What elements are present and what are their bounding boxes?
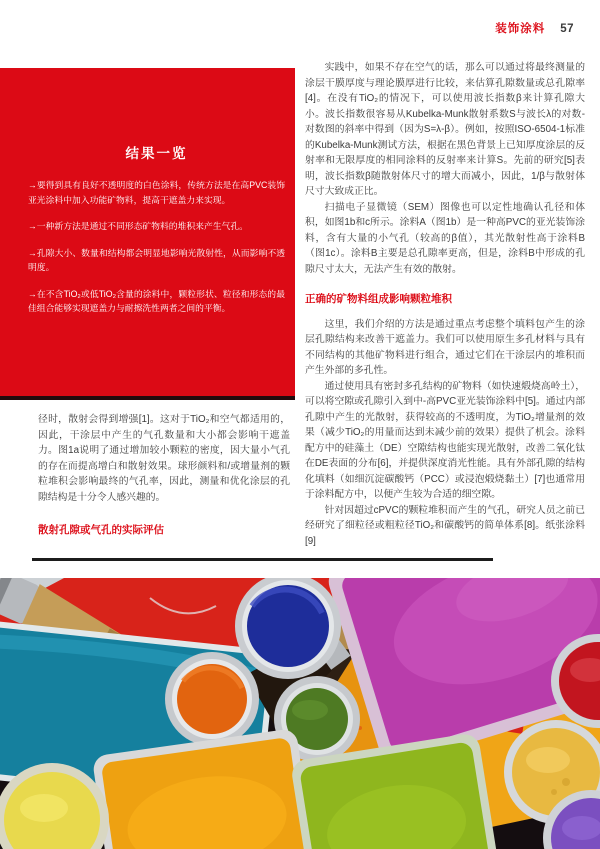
- orange-paint-can: [165, 652, 259, 746]
- section-label: 装饰涂料: [495, 23, 546, 35]
- results-box-title: 结果一览: [125, 146, 188, 161]
- body-paragraph-3: 这里，我们介绍的方法是通过重点考虑整个填料包产生的涂层孔隙结构来改善干遮盖力。我们可以使用原生多孔材料与具有不同结构的其他矿物料进行组合，通过它们在干涂层内的堆积而产生外部的多孔性。: [305, 318, 585, 376]
- paint-cans-photo: [0, 578, 600, 849]
- results-bullet-4: →在不含TiO₂或低TiO₂含量的涂料中，颗粒形状、粒径和形态的最佳组合能够实现遮盖力与耐擦洗性两者之间的平衡。: [28, 288, 285, 313]
- left-section-heading: 散射孔隙或气孔的实际评估: [38, 524, 164, 536]
- body-paragraph-4: 通过使用具有密封多孔结构的矿物料（如快速煅烧高岭土），可以将空隙或孔隙引入到中-高PVC亚光装饰涂料中[5]。通过内部孔隙中产生的光散射，获得较高的不透明度，为TiO₂增量剂的效果（减少TiO₂的用量而达到未减少前的效果）提供了机会。涂料配方中的硅藻土（DE）空隙结构也能实现光散射，改善二氧化钛在DE表面的分布[6]，并提供深度消光性能。具有外部孔隙的结构化填料（如细沉淀碳酸钙（PCC）或浸泡煅烧黏土）[7]也通常用于涂料配方中，以便产生较为合适的细空隙。: [305, 380, 585, 500]
- body-paragraph-2: 扫描电子显微镜（SEM）图像也可以定性地确认孔径和体积，如图1b和c所示。涂料A（图1b）是一种高PVC的亚光装饰涂料，含有大量的小气孔（较高的β值），其光散射性高于涂料B（图1c）。涂料B主要是总孔隙率更高，但是，涂料B中形成的孔隙尺寸太大，无法产生有效的散射。: [305, 201, 585, 275]
- results-bullet-2: →一种新方法是通过不同形态矿物料的堆积来产生气孔。: [28, 221, 248, 231]
- body-paragraph-5: 针对因超过cPVC的颗粒堆积而产生的气孔，研究人员之前已经研究了细粒径或粗粒径TiO₂和碳酸钙的简单体系[8]。纸张涂料[9]: [305, 504, 585, 547]
- results-summary-box: [0, 68, 295, 400]
- results-bullet-1: →要得到具有良好不透明度的白色涂料，传统方法是在高PVC装饰亚光涂料中加入功能矿物料，提高干遮盖力来实现。: [28, 180, 285, 205]
- body-paragraph-1: 实践中，如果不存在空气的话，那么可以通过将最终测量的涂层干膜厚度与理论膜厚进行比较，来估算孔隙数量或总孔隙率[4]。在没有TiO₂的情况下，可以使用波长指数β来计算孔隙大小。波长指数很容易从Kubelka-Munk散射系数S与波长λ的对数-对数图的斜率中得到（因为S=λ-β）。例如，按照ISO-6504-1标准的Kubelka-Munk测试方法，根据在黑色背景上已知厚度涂层的反射率和无限厚度的相同涂料的反射率来计算S。先前的研究[5]表明，波长指数β随散射体尺寸的增大而减小，因此，1/β与散射体尺寸大致成正比。: [305, 62, 585, 197]
- page-number: 57: [560, 23, 574, 35]
- right-column: [305, 60, 585, 549]
- paint-photo-svg: [0, 578, 600, 849]
- section-divider-rule: [32, 558, 493, 561]
- left-column-paragraph: 径时，散射会得到增强[1]。这对于TiO₂和空气都适用的，因此，干涂层中产生的气孔数量和大小都会影响干遮盖力。图1a说明了通过增加较小颗粒的密度，因大量小气孔的存在而提高增白和散射效果。球形颜料和/或增量剂的颗粒堆积会影响最终的气孔率，因此，测量和优化涂层的孔隙结构是十分令人感兴趣的。: [38, 414, 290, 503]
- results-bullet-3: →孔隙大小、数量和结构都会明显地影响光散射性，从而影响不透明度。: [28, 247, 285, 272]
- page-header: [495, 20, 574, 36]
- right-section-heading: 正确的矿物料组成影响颗粒堆积: [305, 293, 452, 305]
